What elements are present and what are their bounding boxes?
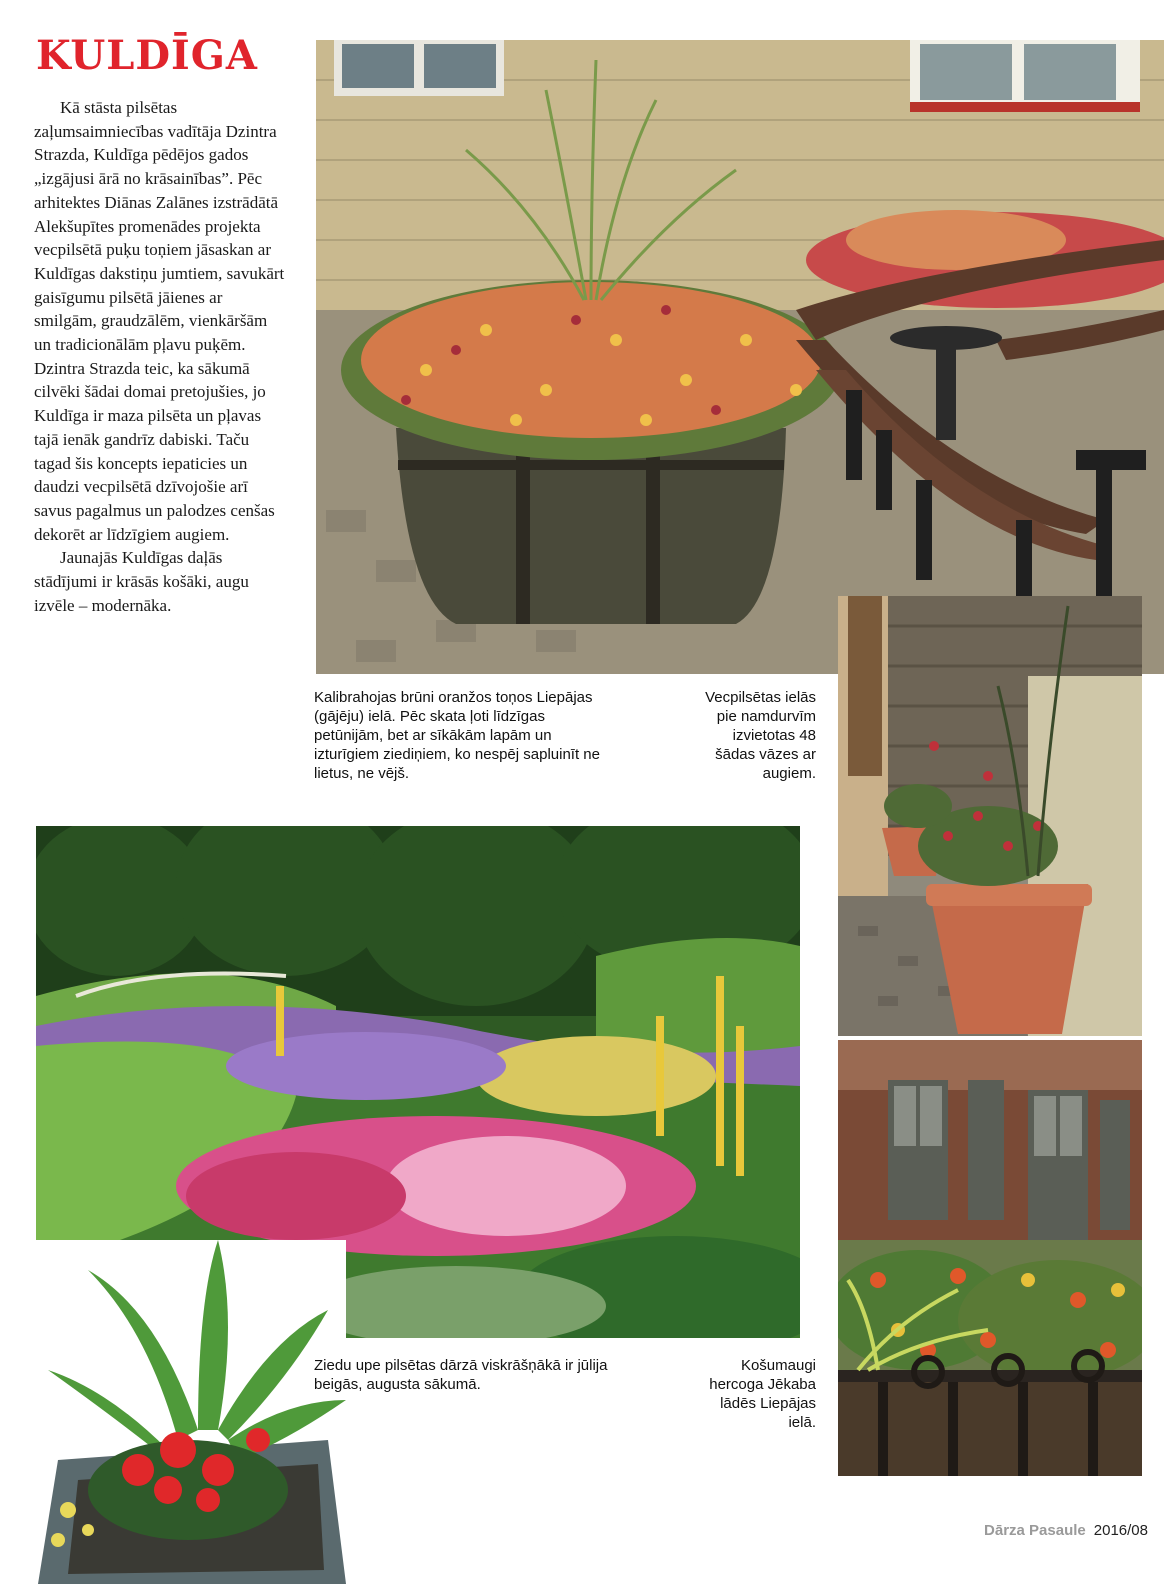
planter-photo: [316, 40, 1164, 674]
vases-photo: [838, 596, 1142, 1036]
article-title: KULDĪGA: [36, 32, 258, 79]
planter-caption: Kalibrahojas brūni oranžos toņos Liepājas (gājēju) ielā. Pēc skata ļoti līdzīgas petūnijām, bet ar sīkākām lapām un izturīgiem ziediņiem, ko nespēj sapluinīt ne lietus, ne vējš.: [314, 689, 600, 782]
article-body: [34, 96, 286, 617]
river-caption: Ziedu upe pilsētas dārzā viskrāšņākā ir jūlija beigās, augusta sākumā.: [314, 1357, 608, 1393]
article-paragraph-1: Kā stāsta pilsētas zaļumsaimniecības vadītāja Dzintra Strazda, Kuldīga pēdējos gados „izgājusi ārā no krāsainības”. Pēc arhitektes Diānas Zalānes izstrādātā Alekšupītes promenādes projekta vecpilsētā puķu toņiem jāsaskan ar Kuldīgas dakstiņu jumtiem, savukārt gaisīgumu pilsētā jāienes ar smilgām, graudzālēm, vienkāršām un tradicionālām pļavu puķēm. Dzintra Strazda teic, ka sākumā cilvēki šādai domai pretojušies, jo Kuldīga ir maza pilsēta un pļavas tajā ienāk gandrīz dabiski. Taču tagad šis koncepts iepaticies un daudzi vecpilsētā dzīvojošie arī savus pagalmus un palodzes cenšas dekorēt ar līdzīgiem augiem.: [34, 98, 285, 544]
chests-photo: [838, 1040, 1142, 1476]
vases-caption: Vecpilsētas ielās pie namdurvīm izvietotas 48 šādas vāzes ar augiem.: [705, 689, 816, 782]
begonia-box-photo: [28, 1240, 346, 1584]
issue-number: 2016/08: [1093, 1522, 1148, 1539]
chests-caption: Košumaugi hercoga Jēkaba lādēs Liepājas ielā.: [709, 1357, 816, 1431]
article-paragraph-2: Jaunajās Kuldīgas daļās stādījumi ir krāsās košāki, augu izvēle – modernāka.: [34, 548, 249, 615]
magazine-name: Dārza Pasaule: [984, 1522, 1086, 1539]
page-footer: [984, 1522, 1148, 1539]
